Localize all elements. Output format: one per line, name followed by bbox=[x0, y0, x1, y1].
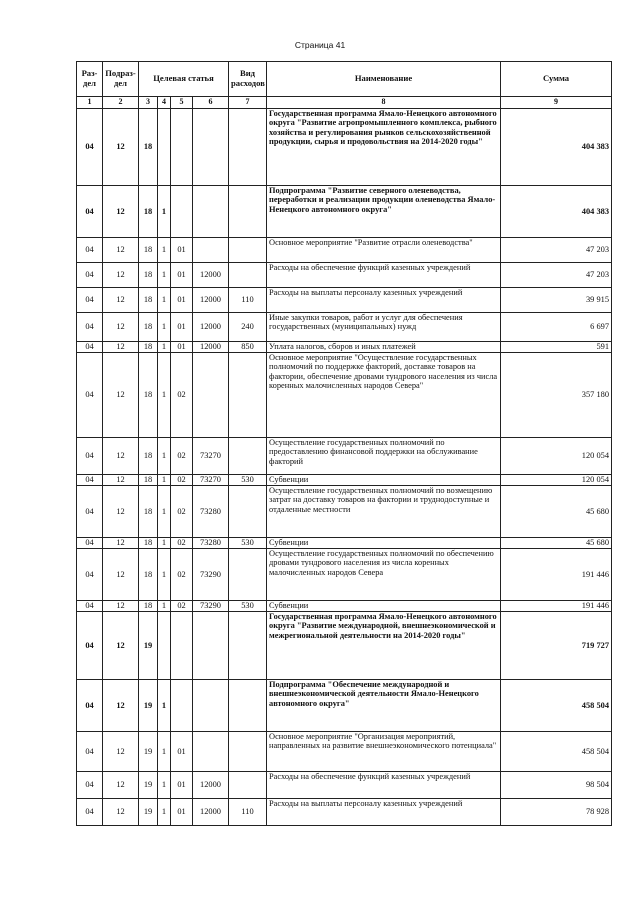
table-row bbox=[77, 486, 612, 538]
direction-code-cell: 12000 bbox=[193, 772, 229, 799]
program-code-cell: 18 bbox=[139, 288, 158, 313]
col-number: 4 bbox=[158, 97, 171, 109]
table-row bbox=[77, 680, 612, 732]
measure-code-cell: 01 bbox=[171, 238, 193, 263]
name-cell: Субвенции bbox=[267, 538, 501, 549]
expense-type-cell bbox=[229, 612, 267, 680]
table-row bbox=[77, 549, 612, 601]
subprogram-code-cell: 1 bbox=[158, 549, 171, 601]
program-code-cell: 18 bbox=[139, 342, 158, 353]
razdel-cell: 04 bbox=[77, 438, 103, 475]
page-number-header: Страница 41 bbox=[294, 40, 346, 50]
subprogram-code-cell: 1 bbox=[158, 601, 171, 612]
name-cell: Субвенции bbox=[267, 475, 501, 486]
expense-type-cell bbox=[229, 438, 267, 475]
podrazdel-cell: 12 bbox=[103, 799, 139, 826]
table-row bbox=[77, 601, 612, 612]
podrazdel-cell: 12 bbox=[103, 549, 139, 601]
program-code-cell: 19 bbox=[139, 612, 158, 680]
razdel-cell: 04 bbox=[77, 238, 103, 263]
direction-code-cell: 12000 bbox=[193, 342, 229, 353]
col-number: 8 bbox=[267, 97, 501, 109]
razdel-cell: 04 bbox=[77, 263, 103, 288]
measure-code-cell: 02 bbox=[171, 475, 193, 486]
measure-code-cell: 01 bbox=[171, 263, 193, 288]
name-cell: Основное мероприятие "Осуществление государственных полномочий по поддержке факторий, доставке товаров на фактории, обеспечение дровами тундрового населения из числа коренных малочисленных народов Севера" bbox=[267, 353, 501, 438]
header-summa: Сумма bbox=[501, 62, 612, 97]
expense-type-cell: 850 bbox=[229, 342, 267, 353]
budget-table bbox=[76, 61, 612, 826]
table-row bbox=[77, 263, 612, 288]
direction-code-cell bbox=[193, 732, 229, 772]
table-row bbox=[77, 438, 612, 475]
measure-code-cell: 01 bbox=[171, 732, 193, 772]
subprogram-code-cell: 1 bbox=[158, 313, 171, 342]
direction-code-cell bbox=[193, 109, 229, 186]
podrazdel-cell: 12 bbox=[103, 612, 139, 680]
expense-type-cell bbox=[229, 353, 267, 438]
podrazdel-cell: 12 bbox=[103, 538, 139, 549]
podrazdel-cell: 12 bbox=[103, 263, 139, 288]
table-row bbox=[77, 772, 612, 799]
direction-code-cell: 12000 bbox=[193, 313, 229, 342]
direction-code-cell: 12000 bbox=[193, 799, 229, 826]
table-row bbox=[77, 475, 612, 486]
measure-code-cell: 02 bbox=[171, 486, 193, 538]
measure-code-cell: 02 bbox=[171, 601, 193, 612]
sum-cell: 191 446 bbox=[501, 601, 612, 612]
name-cell: Расходы на обеспечение функций казенных учреждений bbox=[267, 772, 501, 799]
name-cell: Государственная программа Ямало-Ненецкого автономного округа "Развитие агропромышленного комплекса, рыбного хозяйства и регулирования рынков сельскохозяйственной продукции, сырья и продовольствия на 2014-2020 годы" bbox=[267, 109, 501, 186]
table-row bbox=[77, 238, 612, 263]
name-cell: Расходы на обеспечение функций казенных учреждений bbox=[267, 263, 501, 288]
razdel-cell: 04 bbox=[77, 475, 103, 486]
razdel-cell: 04 bbox=[77, 680, 103, 732]
table-row bbox=[77, 538, 612, 549]
podrazdel-cell: 12 bbox=[103, 486, 139, 538]
program-code-cell: 18 bbox=[139, 313, 158, 342]
table-row bbox=[77, 799, 612, 826]
expense-type-cell bbox=[229, 680, 267, 732]
expense-type-cell: 530 bbox=[229, 475, 267, 486]
sum-cell: 357 180 bbox=[501, 353, 612, 438]
measure-code-cell: 01 bbox=[171, 772, 193, 799]
expense-type-cell bbox=[229, 186, 267, 238]
table-row bbox=[77, 612, 612, 680]
col-number: 6 bbox=[193, 97, 229, 109]
razdel-cell: 04 bbox=[77, 538, 103, 549]
program-code-cell: 18 bbox=[139, 486, 158, 538]
razdel-cell: 04 bbox=[77, 549, 103, 601]
header-podrazdel: Подраз-дел bbox=[103, 62, 139, 97]
sum-cell: 591 bbox=[501, 342, 612, 353]
measure-code-cell bbox=[171, 612, 193, 680]
direction-code-cell: 73270 bbox=[193, 438, 229, 475]
program-code-cell: 18 bbox=[139, 538, 158, 549]
razdel-cell: 04 bbox=[77, 109, 103, 186]
subprogram-code-cell: 1 bbox=[158, 732, 171, 772]
name-cell: Расходы на выплаты персоналу казенных учреждений bbox=[267, 799, 501, 826]
table-row bbox=[77, 313, 612, 342]
podrazdel-cell: 12 bbox=[103, 601, 139, 612]
measure-code-cell: 01 bbox=[171, 313, 193, 342]
subprogram-code-cell: 1 bbox=[158, 475, 171, 486]
expense-type-cell bbox=[229, 772, 267, 799]
table-row bbox=[77, 186, 612, 238]
col-number: 1 bbox=[77, 97, 103, 109]
direction-code-cell: 12000 bbox=[193, 263, 229, 288]
table-row bbox=[77, 342, 612, 353]
name-cell: Осуществление государственных полномочий по обеспечению дровами тундрового населения из числа коренных малочисленных народов Севера bbox=[267, 549, 501, 601]
measure-code-cell: 01 bbox=[171, 288, 193, 313]
program-code-cell: 18 bbox=[139, 238, 158, 263]
sum-cell: 120 054 bbox=[501, 475, 612, 486]
expense-type-cell bbox=[229, 549, 267, 601]
sum-cell: 120 054 bbox=[501, 438, 612, 475]
razdel-cell: 04 bbox=[77, 486, 103, 538]
name-cell: Подпрограмма "Обеспечение международной и внешнеэкономической деятельности Ямало-Ненецкого автономного округа" bbox=[267, 680, 501, 732]
razdel-cell: 04 bbox=[77, 186, 103, 238]
subprogram-code-cell: 1 bbox=[158, 799, 171, 826]
subprogram-code-cell: 1 bbox=[158, 538, 171, 549]
razdel-cell: 04 bbox=[77, 288, 103, 313]
subprogram-code-cell: 1 bbox=[158, 486, 171, 538]
program-code-cell: 18 bbox=[139, 549, 158, 601]
name-cell: Расходы на выплаты персоналу казенных учреждений bbox=[267, 288, 501, 313]
subprogram-code-cell: 1 bbox=[158, 288, 171, 313]
name-cell: Осуществление государственных полномочий по предоставлению финансовой поддержки на обслуживание факторий bbox=[267, 438, 501, 475]
sum-cell: 6 697 bbox=[501, 313, 612, 342]
sum-cell: 458 504 bbox=[501, 732, 612, 772]
sum-cell: 47 203 bbox=[501, 263, 612, 288]
subprogram-code-cell: 1 bbox=[158, 353, 171, 438]
podrazdel-cell: 12 bbox=[103, 186, 139, 238]
podrazdel-cell: 12 bbox=[103, 288, 139, 313]
subprogram-code-cell: 1 bbox=[158, 186, 171, 238]
expense-type-cell: 110 bbox=[229, 288, 267, 313]
measure-code-cell bbox=[171, 186, 193, 238]
name-cell: Субвенции bbox=[267, 601, 501, 612]
measure-code-cell bbox=[171, 109, 193, 186]
razdel-cell: 04 bbox=[77, 772, 103, 799]
measure-code-cell: 01 bbox=[171, 342, 193, 353]
subprogram-code-cell: 1 bbox=[158, 263, 171, 288]
expense-type-cell bbox=[229, 732, 267, 772]
sum-cell: 78 928 bbox=[501, 799, 612, 826]
program-code-cell: 18 bbox=[139, 438, 158, 475]
razdel-cell: 04 bbox=[77, 353, 103, 438]
subprogram-code-cell: 1 bbox=[158, 772, 171, 799]
header-razdel: Раз-дел bbox=[77, 62, 103, 97]
expense-type-cell: 530 bbox=[229, 538, 267, 549]
sum-cell: 458 504 bbox=[501, 680, 612, 732]
sum-cell: 719 727 bbox=[501, 612, 612, 680]
name-cell: Подпрограмма "Развитие северного оленеводства, переработки и реализации продукции оленеводства Ямало-Ненецкого автономного округа" bbox=[267, 186, 501, 238]
expense-type-cell: 530 bbox=[229, 601, 267, 612]
name-cell: Основное мероприятие "Развитие отрасли оленеводства" bbox=[267, 238, 501, 263]
program-code-cell: 18 bbox=[139, 601, 158, 612]
header-tselevaya-statya: Целевая статья bbox=[139, 62, 229, 97]
direction-code-cell: 73280 bbox=[193, 486, 229, 538]
direction-code-cell: 12000 bbox=[193, 288, 229, 313]
measure-code-cell: 02 bbox=[171, 353, 193, 438]
column-number-row bbox=[77, 97, 612, 109]
sum-cell: 45 680 bbox=[501, 538, 612, 549]
col-number: 5 bbox=[171, 97, 193, 109]
name-cell: Иные закупки товаров, работ и услуг для обеспечения государственных (муниципальных) нужд bbox=[267, 313, 501, 342]
razdel-cell: 04 bbox=[77, 612, 103, 680]
subprogram-code-cell: 1 bbox=[158, 238, 171, 263]
razdel-cell: 04 bbox=[77, 313, 103, 342]
program-code-cell: 18 bbox=[139, 353, 158, 438]
podrazdel-cell: 12 bbox=[103, 238, 139, 263]
direction-code-cell: 73270 bbox=[193, 475, 229, 486]
col-number: 3 bbox=[139, 97, 158, 109]
direction-code-cell bbox=[193, 353, 229, 438]
expense-type-cell: 110 bbox=[229, 799, 267, 826]
podrazdel-cell: 12 bbox=[103, 680, 139, 732]
expense-type-cell bbox=[229, 486, 267, 538]
table-row bbox=[77, 109, 612, 186]
subprogram-code-cell: 1 bbox=[158, 342, 171, 353]
program-code-cell: 19 bbox=[139, 732, 158, 772]
table-header-row bbox=[77, 62, 612, 97]
expense-type-cell bbox=[229, 238, 267, 263]
sum-cell: 47 203 bbox=[501, 238, 612, 263]
header-naimenovanie: Наименование bbox=[267, 62, 501, 97]
podrazdel-cell: 12 bbox=[103, 109, 139, 186]
table-row bbox=[77, 353, 612, 438]
direction-code-cell bbox=[193, 612, 229, 680]
direction-code-cell bbox=[193, 680, 229, 732]
col-number: 9 bbox=[501, 97, 612, 109]
col-number: 7 bbox=[229, 97, 267, 109]
subprogram-code-cell bbox=[158, 612, 171, 680]
direction-code-cell bbox=[193, 238, 229, 263]
sum-cell: 39 915 bbox=[501, 288, 612, 313]
program-code-cell: 19 bbox=[139, 799, 158, 826]
program-code-cell: 18 bbox=[139, 263, 158, 288]
direction-code-cell: 73290 bbox=[193, 549, 229, 601]
col-number: 2 bbox=[103, 97, 139, 109]
razdel-cell: 04 bbox=[77, 799, 103, 826]
table-row bbox=[77, 288, 612, 313]
program-code-cell: 19 bbox=[139, 680, 158, 732]
podrazdel-cell: 12 bbox=[103, 342, 139, 353]
measure-code-cell: 02 bbox=[171, 438, 193, 475]
subprogram-code-cell: 1 bbox=[158, 680, 171, 732]
sum-cell: 45 680 bbox=[501, 486, 612, 538]
table-row bbox=[77, 732, 612, 772]
name-cell: Осуществление государственных полномочий по возмещению затрат на доставку товаров на фактории и труднодоступные и отдаленные местности bbox=[267, 486, 501, 538]
podrazdel-cell: 12 bbox=[103, 475, 139, 486]
expense-type-cell bbox=[229, 109, 267, 186]
podrazdel-cell: 12 bbox=[103, 732, 139, 772]
sum-cell: 98 504 bbox=[501, 772, 612, 799]
program-code-cell: 18 bbox=[139, 475, 158, 486]
podrazdel-cell: 12 bbox=[103, 438, 139, 475]
expense-type-cell bbox=[229, 263, 267, 288]
measure-code-cell: 02 bbox=[171, 549, 193, 601]
name-cell: Уплата налогов, сборов и иных платежей bbox=[267, 342, 501, 353]
measure-code-cell: 01 bbox=[171, 799, 193, 826]
direction-code-cell: 73290 bbox=[193, 601, 229, 612]
direction-code-cell bbox=[193, 186, 229, 238]
expense-type-cell: 240 bbox=[229, 313, 267, 342]
sum-cell: 191 446 bbox=[501, 549, 612, 601]
measure-code-cell bbox=[171, 680, 193, 732]
header-vid-raskhodov: Вид расходов bbox=[229, 62, 267, 97]
subprogram-code-cell: 1 bbox=[158, 438, 171, 475]
razdel-cell: 04 bbox=[77, 732, 103, 772]
name-cell: Государственная программа Ямало-Ненецкого автономного округа "Развитие международной, внешнеэкономической и межрегиональной деятельности на 2014-2020 годы" bbox=[267, 612, 501, 680]
podrazdel-cell: 12 bbox=[103, 772, 139, 799]
razdel-cell: 04 bbox=[77, 601, 103, 612]
subprogram-code-cell bbox=[158, 109, 171, 186]
program-code-cell: 18 bbox=[139, 186, 158, 238]
direction-code-cell: 73280 bbox=[193, 538, 229, 549]
podrazdel-cell: 12 bbox=[103, 313, 139, 342]
name-cell: Основное мероприятие "Организация мероприятий, направленных на развитие внешнеэкономического потенциала" bbox=[267, 732, 501, 772]
podrazdel-cell: 12 bbox=[103, 353, 139, 438]
program-code-cell: 18 bbox=[139, 109, 158, 186]
measure-code-cell: 02 bbox=[171, 538, 193, 549]
sum-cell: 404 383 bbox=[501, 109, 612, 186]
sum-cell: 404 383 bbox=[501, 186, 612, 238]
program-code-cell: 19 bbox=[139, 772, 158, 799]
razdel-cell: 04 bbox=[77, 342, 103, 353]
